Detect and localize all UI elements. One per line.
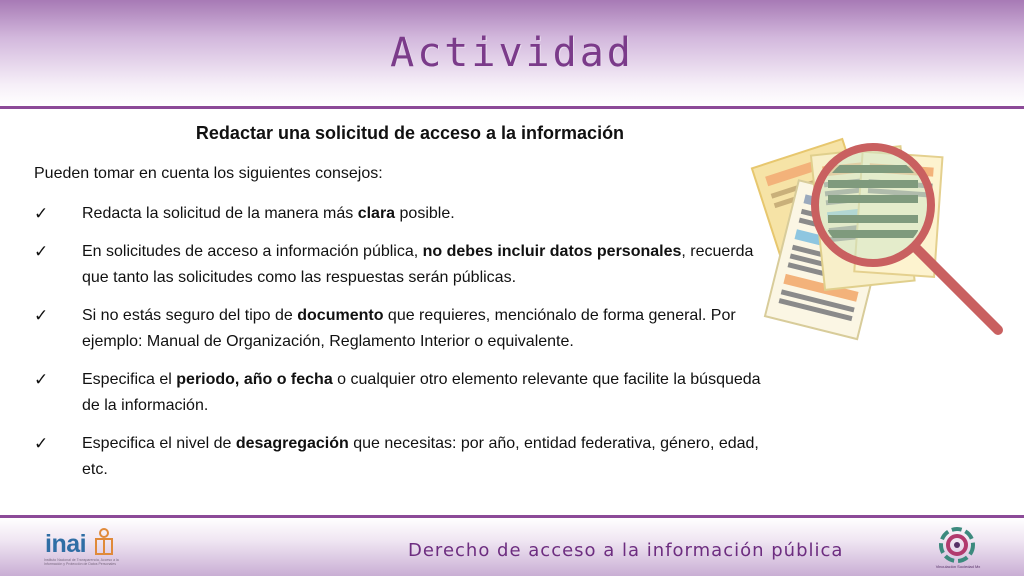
vinculacion-sociedad-logo xyxy=(936,526,978,564)
check-icon: ✓ xyxy=(34,370,49,389)
list-item xyxy=(34,431,774,483)
inai-emblem-icon xyxy=(93,528,115,556)
intro-text: Pueden tomar en cuenta los siguientes consejos: xyxy=(34,165,383,182)
inai-institution-text: Instituto Nacional de Transparencia, Acceso a la Información y Protección de Datos Personales xyxy=(44,558,119,566)
item-bold-text: clara xyxy=(357,205,396,222)
item-text: Especifica el nivel de xyxy=(82,435,236,452)
item-bold-text: documento xyxy=(297,307,384,324)
item-text: , recuerda que tanto las solicitudes como las respuestas serán públicas. xyxy=(82,243,754,286)
check-icon: ✓ xyxy=(34,204,49,223)
list-item xyxy=(34,201,774,227)
item-text: Si no estás seguro del tipo de xyxy=(82,307,298,324)
activity-subtitle: Redactar una solicitud de acceso a la información xyxy=(195,123,625,143)
list-item xyxy=(34,303,774,355)
documents-magnifier-illustration xyxy=(748,120,1018,350)
footer-title: Derecho de acceso a la información pública xyxy=(408,540,844,561)
check-icon: ✓ xyxy=(34,306,49,325)
check-icon: ✓ xyxy=(34,434,49,453)
item-text: posible. xyxy=(395,205,455,222)
right-logo-text: Vinculación Sociedad Mx xyxy=(935,564,981,569)
tips-list xyxy=(34,201,774,495)
item-bold-text: desagregación xyxy=(235,435,349,452)
item-bold-text: periodo, año o fecha xyxy=(176,371,333,388)
item-text: Redacta la solicitud de la manera más xyxy=(82,205,358,222)
list-item xyxy=(34,239,774,291)
item-text: o cualquier otro elemento relevante que facilite la búsqueda de la información. xyxy=(82,371,761,414)
inai-logo: inai xyxy=(45,530,87,558)
page-title: Actividad xyxy=(390,30,634,76)
list-item xyxy=(34,367,774,419)
item-text: que necesitas: por año, entidad federativa, género, edad, etc. xyxy=(82,435,759,478)
item-text: Especifica el xyxy=(82,371,177,388)
header-divider xyxy=(0,106,1024,109)
item-text: En solicitudes de acceso a información pública, xyxy=(82,243,423,260)
item-bold-text: no debes incluir datos personales xyxy=(422,243,682,260)
check-icon: ✓ xyxy=(34,242,49,261)
item-text: que requieres, menciónalo de forma general. Por ejemplo: Manual de Organización, Reglamento Interior o equivalente. xyxy=(82,307,736,350)
